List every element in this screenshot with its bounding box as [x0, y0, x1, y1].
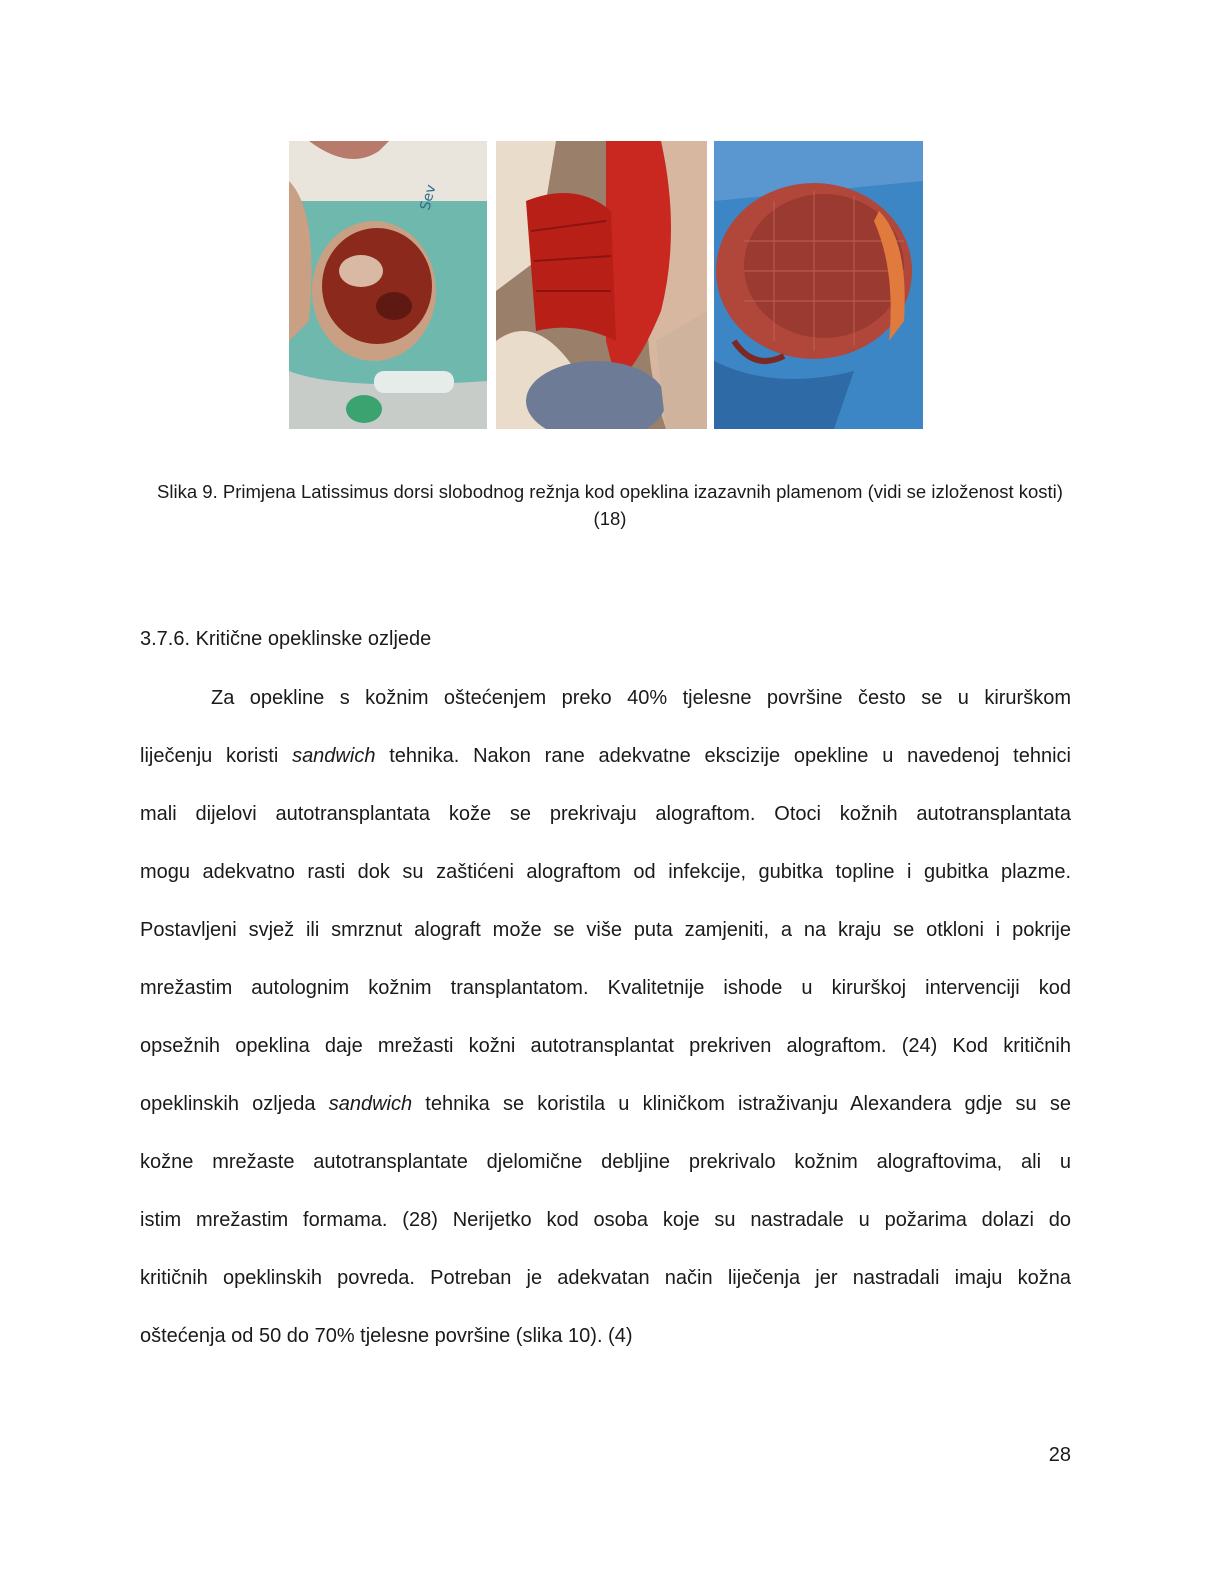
- text-run: opeklinskih ozljeda: [140, 1093, 329, 1115]
- text-run: tehnika. Nakon rane adekvatne ekscizije opekline u navedenoj tehnici: [375, 745, 1071, 767]
- paragraph-line: [140, 1202, 1071, 1260]
- text-run: Postavljeni svjež ili smrznut alograft može se više puta zamjeniti, a na kraju se otkloni i pokrije: [140, 919, 1071, 941]
- paragraph-line: [140, 738, 1071, 796]
- paragraph-line: [140, 1086, 1071, 1144]
- figure-photos: [289, 141, 923, 429]
- svg-text:Sev: Sev: [417, 182, 440, 213]
- paragraph-line: [140, 970, 1071, 1028]
- text-run: mrežastim autolognim kožnim transplantatom. Kvalitetnije ishode u kirurškoj intervenciji kod: [140, 977, 1071, 999]
- text-run: oštećenja od 50 do 70% tjelesne površine (slika 10). (4): [140, 1325, 633, 1347]
- paragraph-line: [140, 1144, 1071, 1202]
- page-number: 28: [1048, 1444, 1071, 1466]
- section-body: [140, 680, 1071, 1376]
- photo-scalp-burn: [289, 141, 487, 429]
- paragraph-line: [140, 1260, 1071, 1318]
- italic-term: sandwich: [292, 745, 376, 767]
- text-run: liječenju koristi: [140, 745, 293, 767]
- text-run: Za opekline s kožnim oštećenjem preko 40% tjelesne površine često se u kirurškom: [211, 687, 1071, 709]
- photo-latissimus-flap: [496, 141, 707, 429]
- text-run: mogu adekvatno rasti dok su zaštićeni alograftom od infekcije, gubitka topline i gubitka plazme.: [140, 861, 1071, 883]
- italic-term: sandwich: [328, 1093, 413, 1115]
- text-run: opsežnih opeklina daje mrežasti kožni autotransplantat prekriven alograftom. (24) Kod kritičnih: [140, 1035, 1071, 1057]
- photo-flap-coverage: [714, 141, 923, 429]
- paragraph-line: [140, 796, 1071, 854]
- figure-caption: Slika 9. Primjena Latissimus dorsi slobodnog režnja kod opeklina izazavnih plamenom (vidi se izloženost kosti) (18): [157, 481, 1063, 529]
- text-run: istim mrežastim formama. (28) Nerijetko kod osoba koje su nastradale u požarima dolazi do: [140, 1209, 1071, 1231]
- paragraph-line: [140, 680, 1071, 738]
- text-run: tehnika se koristila u kliničkom istraživanju Alexandera gdje su se: [412, 1093, 1071, 1115]
- text-run: kritičnih opeklinskih povreda. Potreban je adekvatan način liječenja jer nastradali imaju kožna: [140, 1267, 1071, 1289]
- text-run: kožne mrežaste autotransplantate djelomične debljine prekrivalo kožnim alograftovima, ali u: [140, 1151, 1071, 1173]
- section-heading: 3.7.6. Kritične opeklinske ozljede: [140, 628, 432, 650]
- paragraph-line: [140, 912, 1071, 970]
- paragraph-line: [140, 1318, 1071, 1376]
- text-run: mali dijelovi autotransplantata kože se prekrivaju alograftom. Otoci kožnih autotransplantata: [140, 803, 1071, 825]
- paragraph-line: [140, 1028, 1071, 1086]
- paragraph-line: [140, 854, 1071, 912]
